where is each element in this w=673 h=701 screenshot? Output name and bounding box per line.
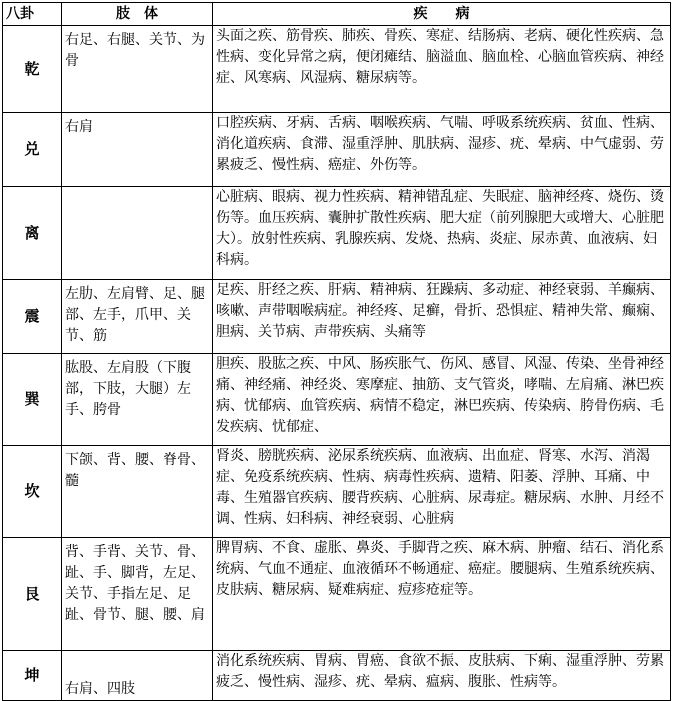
body-parts: 右足、右腿、关节、为骨 xyxy=(62,26,213,113)
diseases: 肾炎、膀胱疾病、泌尿系统疾病、血液病、出血症、肾寒、水泻、消渴症、免疫系统疾病、性病、病毒性疾病、遗精、阳萎、浮肿、耳痛、中毒、生殖器官疾病、腰背疾病、心脏病、尿毒症。糖尿病、水肿、月经不调、性病、妇科病、神经衰弱、心脏病 xyxy=(213,446,671,538)
gua-name: 震 xyxy=(3,280,62,354)
header-bagua: 八卦 xyxy=(3,3,62,26)
table-row-dui xyxy=(3,113,671,187)
body-parts: 肱股、左肩股（下腹部，下肢，大腿）左手、胯骨 xyxy=(62,354,213,446)
diseases: 口腔疾病、牙病、舌病、咽喉疾病、气喘、呼吸系统疾病、贫血、性病、消化道疾病、食滞、湿重浮肿、肌肤病、湿疹、疣、晕病、中气虚弱、劳累疲乏、慢性病、癌症、外伤等。 xyxy=(213,113,671,187)
diseases: 足疾、肝经之疾、肝病、精神病、狂躁病、多动症、神经衰弱、羊癫病、咳嗽、声带咽喉病症。神经疼、足癣，骨折、恐惧症、精神失常、癫痫、胆病、关节病、声带疾病、头痛等 xyxy=(213,280,671,354)
header-diseases: 疾 病 xyxy=(213,3,671,26)
gua-name: 兑 xyxy=(3,113,62,187)
body-parts: 左肋、左肩臂、足、腿部、左手，爪甲、关节、筋 xyxy=(62,280,213,354)
body-parts xyxy=(62,187,213,280)
table-row-qian xyxy=(3,26,671,113)
gua-name: 离 xyxy=(3,187,62,280)
body-parts: 下颌、背、腰、脊骨、髓 xyxy=(62,446,213,538)
body-parts: 右肩、四肢 xyxy=(62,651,213,701)
diseases: 头面之疾、筋骨疾、肺疾、骨疾、寒症、结肠病、老病、硬化性疾病、急性病、变化异常之病，便闭瘫结、脑溢血、脑血栓、心脑血管疾病、神经症、风寒病、风湿病、糖尿病等。 xyxy=(213,26,671,113)
gua-name: 艮 xyxy=(3,538,62,651)
gua-name: 坎 xyxy=(3,446,62,538)
table-row-li xyxy=(3,187,671,280)
body-parts: 右肩 xyxy=(62,113,213,187)
table-row-kun xyxy=(3,651,671,701)
gua-name: 乾 xyxy=(3,26,62,113)
table-row-xun xyxy=(3,354,671,446)
bagua-disease-table xyxy=(2,2,671,701)
table-row-zhen xyxy=(3,280,671,354)
diseases: 脾胃病、不食、虚胀、鼻炎、手脚背之疾、麻木病、肿瘤、结石、消化系统病、气血不通症、血液循环不畅通症、癌症。腰腿病、生殖系统疾病、皮肤病、糖尿病、疑难病症、痘疹疮症等。 xyxy=(213,538,671,651)
body-parts: 背、手背、关节、骨、趾、手、脚背，左足、关节、手指左足、足趾、骨节、腿、腰、肩 xyxy=(62,538,213,651)
gua-name: 坤 xyxy=(3,651,62,701)
header-body-parts: 肢 体 xyxy=(62,3,213,26)
diseases: 心脏病、眼病、视力性疾病、精神错乱症、失眠症、脑神经疼、烧伤、烫伤等。血压疾病、囊肿扩散性疾病、肥大症（前列腺肥大或增大、心脏肥大）。放射性疾病、乳腺疾病、发烧、热病、炎症、尿赤黄、血液病、妇科病。 xyxy=(213,187,671,280)
diseases: 胆疾、股肱之疾、中风、肠疾胀气、伤风、感冒、风湿、传染、坐骨神经痛、神经痛、神经炎、寒摩症、抽筋、支气管炎，哮喘、左肩痛、淋巴疾病、忧郁病、血管疾病、病情不稳定，淋巴疾病、传染病、胯骨伤病、毛发疾病、忧郁症、 xyxy=(213,354,671,446)
diseases: 消化系统疾病、胃病、胃癌、食欲不振、皮肤病、下痢、湿重浮肿、劳累疲乏、慢性病、湿疹、疣、晕病、瘟病、腹胀、性病等。 xyxy=(213,651,671,701)
gua-name: 巽 xyxy=(3,354,62,446)
table-header-row xyxy=(3,3,671,26)
table-row-kan xyxy=(3,446,671,538)
table-row-gen xyxy=(3,538,671,651)
